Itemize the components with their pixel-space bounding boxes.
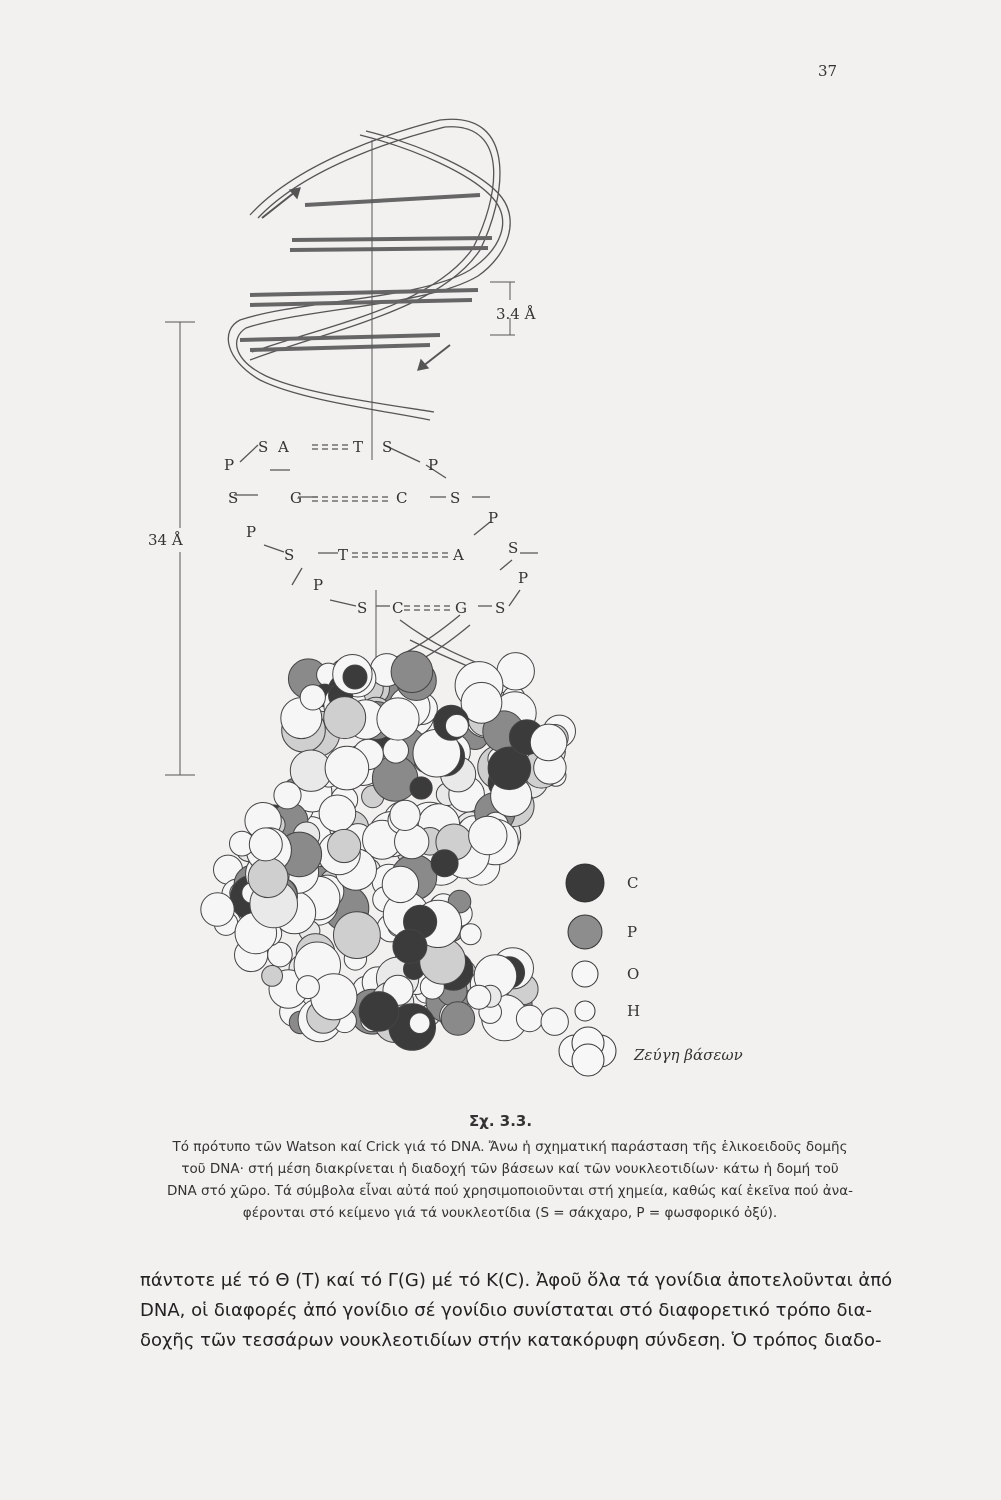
atom-sphere	[393, 929, 427, 963]
phosphate-label: P	[313, 576, 324, 594]
atom-sphere	[319, 795, 356, 832]
phosphate-label: P	[518, 569, 529, 587]
legend-label: P	[627, 923, 638, 941]
caption-line: DNA στό χῶρο. Τά σύμβολα εἶναι αὐτά πού χρησιμοποιοῦνται στή χημεία, καθώς καί ἐκεῖνα πού ἀνα-	[167, 1183, 853, 1199]
pitch-large-label: 34 Å	[148, 531, 183, 549]
ladder-label: T	[353, 438, 364, 456]
atom-sphere	[516, 1005, 542, 1031]
atom-sphere	[409, 1013, 430, 1034]
atom-sphere	[325, 746, 369, 790]
caption-line: τοῦ DNA· στή μέση διακρίνεται ἡ διαδοχή τῶν βάσεων καί τῶν νουκλεοτιδίων· κάτω ἡ δομή τοῦ	[181, 1161, 839, 1177]
atom-sphere	[390, 800, 420, 830]
legend-swatch	[572, 1044, 604, 1076]
atom-sphere	[377, 698, 419, 740]
ladder-label: G	[290, 489, 302, 507]
caption-line: φέρονται στό κείμενο γιά τά νουκλεοτίδια (S = σάκχαρο, P = φωσφορικό ὀξύ).	[242, 1205, 778, 1221]
body-line: δοχῆς τῶν τεσσάρων νουκλεοτιδίων στήν κατακόρυφη σύνδεση. Ὁ τρόπος διαδο-	[140, 1330, 882, 1351]
ladder-label: S	[284, 546, 295, 564]
phosphate-label: P	[428, 456, 439, 474]
atom-sphere	[467, 985, 491, 1009]
helix-labels	[148, 305, 536, 617]
atom-sphere	[324, 697, 366, 739]
atom-legend	[559, 864, 743, 1076]
atom-sphere	[469, 816, 507, 854]
page-number: 37	[818, 62, 838, 80]
ladder-label: S	[258, 438, 269, 456]
atom-sphere	[274, 782, 301, 809]
ladder-label: S	[228, 489, 239, 507]
atom-sphere	[541, 1008, 568, 1035]
legend-label: H	[627, 1002, 641, 1020]
phosphate-label: P	[488, 509, 499, 527]
atom-sphere	[410, 777, 432, 799]
ladder-label: G	[455, 599, 467, 617]
ladder-label: S	[382, 438, 393, 456]
figure-label: Σχ. 3.3.	[468, 1112, 533, 1130]
legend-swatch	[575, 1001, 595, 1021]
atom-sphere	[248, 858, 288, 898]
atom-sphere	[328, 829, 361, 862]
phosphate-label: P	[246, 523, 257, 541]
ladder-label: A	[278, 438, 289, 456]
ladder-label: S	[508, 539, 519, 557]
atom-sphere	[249, 828, 282, 861]
ladder-label: S	[450, 489, 461, 507]
legend-swatch	[568, 915, 602, 949]
pitch-small-label: 3.4 Å	[496, 305, 536, 323]
legend-label: C	[627, 874, 639, 892]
ladder-label: S	[495, 599, 506, 617]
legend-label: O	[627, 965, 640, 983]
body-line: πάντοτε μέ τό Θ (T) καί τό Γ(G) μέ τό Κ(C). Ἀφοῦ ὅλα τά γονίδια ἀποτελοῦνται ἀπό	[140, 1270, 893, 1291]
caption-line: Τό πρότυπο τῶν Watson καί Crick γιά τό DNA. Ἄνω ἡ σχηματική παράσταση τῆς ἑλικοειδοῦς δομῆς	[172, 1139, 848, 1155]
body-line: DNA, οἱ διαφορές ἀπό γονίδιο σέ γονίδιο συνίσταται στό διαφορετικό τρόπο δια-	[140, 1300, 872, 1321]
atom-sphere	[445, 714, 468, 737]
space-filling-dna-model	[201, 651, 576, 1050]
ladder-label: A	[453, 546, 464, 564]
legend-swatch	[572, 961, 598, 987]
phosphate-label: P	[224, 456, 235, 474]
body-paragraph	[140, 1266, 893, 1356]
atom-sphere	[441, 1002, 474, 1035]
figure-caption	[125, 1136, 895, 1224]
atom-sphere	[359, 992, 399, 1032]
atom-sphere	[300, 685, 325, 710]
atom-sphere	[383, 738, 408, 763]
atom-sphere	[334, 912, 381, 959]
atom-sphere	[460, 924, 481, 945]
atom-sphere	[431, 850, 458, 877]
atom-sphere	[343, 665, 367, 689]
atom-sphere	[201, 893, 234, 926]
ladder-label: C	[392, 599, 404, 617]
atom-sphere	[296, 976, 319, 999]
atom-sphere	[382, 866, 418, 902]
atom-sphere	[391, 651, 433, 693]
ladder-label: T	[338, 546, 349, 564]
ladder-label: S	[357, 599, 368, 617]
atom-sphere	[262, 966, 283, 987]
legend-label: Ζεύγη βάσεων	[634, 1046, 743, 1064]
ladder-label: C	[396, 489, 408, 507]
legend-swatch	[566, 864, 604, 902]
atom-sphere	[530, 724, 567, 761]
